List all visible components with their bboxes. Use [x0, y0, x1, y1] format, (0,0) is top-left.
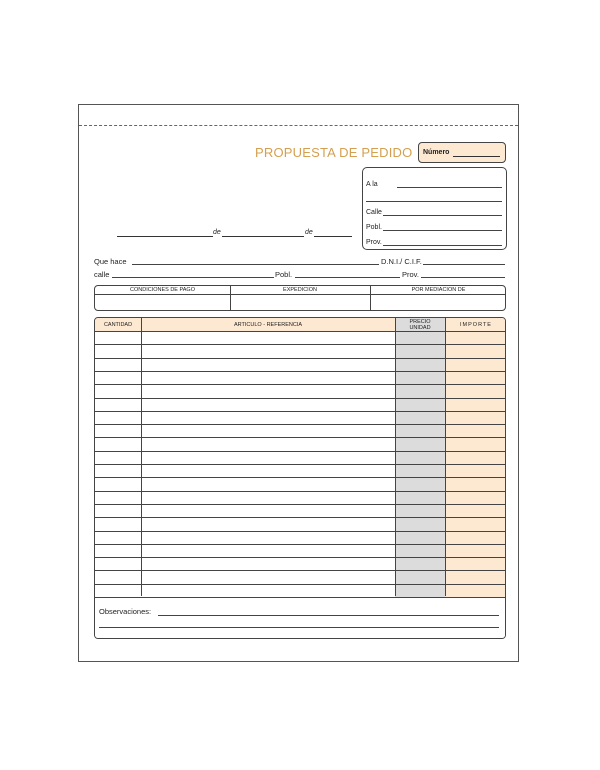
- expedicion-header: EXPEDICION: [230, 286, 370, 295]
- address-row-prov[interactable]: [366, 235, 502, 247]
- items-divider-precio: [445, 318, 446, 596]
- table-row[interactable]: [95, 504, 505, 505]
- conditions-box[interactable]: [94, 285, 506, 311]
- table-row[interactable]: [95, 344, 505, 345]
- address-calle-line: [383, 215, 502, 216]
- date-day-line: [117, 236, 213, 237]
- prov-line: [421, 277, 505, 278]
- address-prov-label: Prov.: [366, 239, 382, 246]
- table-row[interactable]: [95, 584, 505, 585]
- articulo-header: ARTICULO - REFERENCIA: [233, 321, 303, 328]
- pobl-line: [295, 277, 400, 278]
- table-row[interactable]: [95, 358, 505, 359]
- items-header-row: [95, 318, 505, 332]
- observaciones-label: Observaciones:: [99, 607, 152, 616]
- por-mediacion-de-header: POR MEDIACION DE: [370, 286, 506, 295]
- table-row[interactable]: [95, 398, 505, 399]
- customer-line-2[interactable]: [94, 268, 506, 280]
- importe-header: IMPORTE: [460, 321, 492, 328]
- table-row[interactable]: [95, 570, 505, 571]
- table-row[interactable]: [95, 517, 505, 518]
- order-form-sheet: [78, 104, 519, 662]
- table-row[interactable]: [95, 464, 505, 465]
- calle-label: calle: [94, 270, 110, 279]
- address-pobl-label: Pobl.: [366, 224, 382, 231]
- table-row[interactable]: [95, 384, 505, 385]
- dni-cif-label: D.N.I./ C.I.F.: [381, 257, 422, 266]
- dni-cif-line: [423, 264, 505, 265]
- form-title: PROPUESTA DE PEDIDO: [255, 145, 413, 160]
- customer-line-1[interactable]: [94, 255, 506, 267]
- condiciones-de-pago-header: CONDICIONES DE PAGO: [95, 286, 230, 295]
- order-number-label: Número: [423, 149, 450, 156]
- precio-header: PRECIO UNIDAD: [395, 318, 445, 331]
- address-pobl-line: [383, 230, 502, 231]
- address-row-calle[interactable]: [366, 205, 502, 217]
- date-line[interactable]: [117, 225, 353, 237]
- address-prov-line: [383, 245, 502, 246]
- table-row[interactable]: [95, 531, 505, 532]
- table-row[interactable]: [95, 544, 505, 545]
- date-de-2: de: [305, 229, 313, 236]
- table-row[interactable]: [95, 424, 505, 425]
- table-row[interactable]: [95, 411, 505, 412]
- order-number-line: [453, 156, 500, 157]
- pobl-label: Pobl.: [275, 270, 293, 279]
- table-row[interactable]: [95, 477, 505, 478]
- table-row[interactable]: [95, 491, 505, 492]
- items-table[interactable]: [94, 317, 506, 639]
- conditions-divider-1: [230, 286, 231, 310]
- observaciones-line-2: [99, 627, 499, 628]
- address-blank-line: [366, 201, 502, 202]
- address-a-la-label: A la: [366, 181, 378, 188]
- observaciones-line-1: [158, 615, 499, 616]
- que-hace-label: Que hace: [94, 257, 127, 266]
- recipient-address-box[interactable]: [362, 167, 507, 250]
- conditions-divider-2: [370, 286, 371, 310]
- address-calle-label: Calle: [366, 209, 382, 216]
- date-month-line: [222, 236, 304, 237]
- date-year-line: [314, 236, 352, 237]
- address-row-pobl[interactable]: [366, 220, 502, 232]
- table-row[interactable]: [95, 371, 505, 372]
- items-divider-articulo: [395, 318, 396, 596]
- observaciones-area[interactable]: [95, 598, 505, 638]
- address-row-a-la[interactable]: [366, 177, 502, 189]
- que-hace-line: [132, 264, 379, 265]
- table-row[interactable]: [95, 557, 505, 558]
- calle-line: [112, 277, 274, 278]
- date-de-1: de: [213, 229, 221, 236]
- order-number-box[interactable]: [418, 142, 506, 163]
- table-row[interactable]: [95, 451, 505, 452]
- items-divider-cantidad: [141, 318, 142, 596]
- prov-label: Prov.: [402, 270, 419, 279]
- cantidad-header: CANTIDAD: [103, 321, 133, 328]
- address-a-la-line: [397, 187, 502, 188]
- table-row[interactable]: [95, 437, 505, 438]
- perforation-line: [79, 125, 518, 126]
